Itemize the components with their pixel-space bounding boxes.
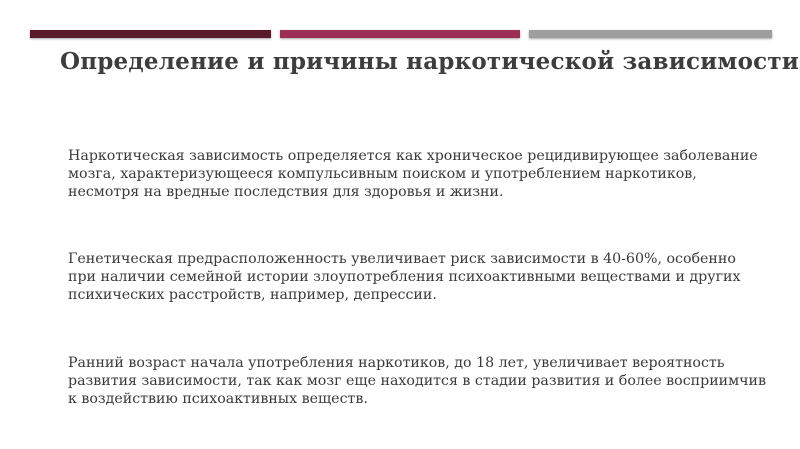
decorative-bars	[30, 30, 772, 38]
accent-bar-dark	[30, 30, 271, 38]
accent-bar-gray	[529, 30, 772, 38]
paragraph-definition: Наркотическая зависимость определяется как хроническое рецидивирующее заболевание мозга, характеризующееся компульсивным поиском и употреблением наркотиков, несмотря на вредные последствия для здоровья и жизни.	[68, 148, 758, 200]
paragraph-genetics: Генетическая предрасположенность увеличивает риск зависимости в 40-60%, особенно при наличии семейной истории злоупотребления психоактивными веществами и других психических расстройств, например, депрессии.	[68, 251, 741, 303]
paragraph-early-age: Ранний возраст начала употребления наркотиков, до 18 лет, увеличивает вероятность развития зависимости, так как мозг еще находится в стадии развития и более восприимчив к воздействию психоактивных веществ.	[68, 355, 766, 407]
accent-bar-magenta	[280, 30, 520, 38]
slide-title: Определение и причины наркотической зависимости	[60, 48, 800, 75]
